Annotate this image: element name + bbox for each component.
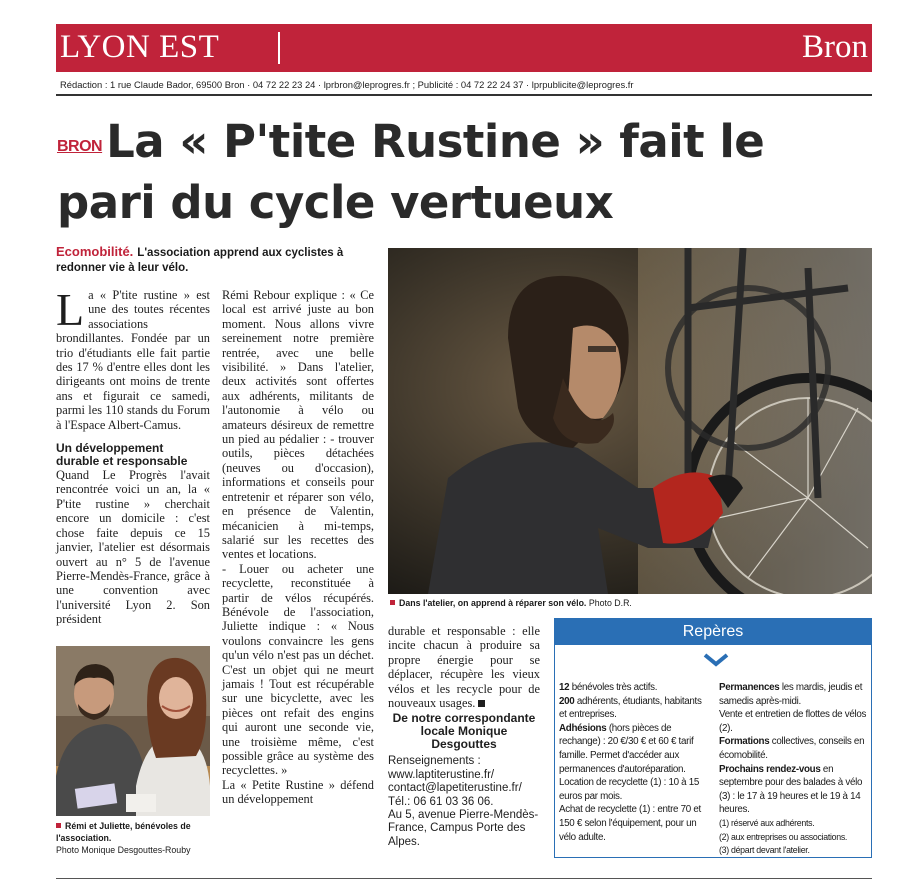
reperes-footnote: (2) aux entreprises ou associations. bbox=[719, 831, 848, 842]
reperes-column-2 bbox=[719, 681, 869, 858]
reperes-item: Adhésions (hors pièces de rechange) : 20 €/30 € et 60 € tarif famille. Permet d'accéder aux permanences d'autoréparation. bbox=[559, 722, 694, 775]
paragraph-2: Quand Le Progrès l'avait rencontrée voici un an, la « P'tite rustine » cherchait encore un domicile : c'est chose faite depuis ce 15 janvier, l'atelier est désormais ouvert au n° 5 de l'avenue Pierre-Mendès-France, grâce à une convention avec l'université Lyon 2. Son président bbox=[56, 468, 210, 627]
reperes-footnote: (3) départ devant l'atelier. bbox=[719, 845, 810, 856]
lede bbox=[56, 244, 376, 276]
reperes-box bbox=[554, 618, 872, 858]
main-photo-caption: Dans l'atelier, on apprend à réparer son vélo. Photo D.R. bbox=[390, 597, 632, 609]
chevron-down-icon bbox=[703, 653, 729, 667]
info-line: Tél.: 06 61 03 36 06. bbox=[388, 795, 494, 808]
reperes-title: Repères bbox=[555, 619, 871, 645]
portrait-photo-caption: Rémi et Juliette, bénévoles de l'association. Photo Monique Desgouttes-Rouby bbox=[56, 821, 191, 855]
paragraph-6: durable et responsable : elle incite chacun à produire sa propre énergie pour se déplacer, récupère les vieux vélos et les recycle pour de nouveaux usages. bbox=[388, 624, 540, 711]
reperes-item: 12 bénévoles très actifs. bbox=[559, 682, 658, 693]
header-rule bbox=[56, 94, 872, 96]
drop-cap: L bbox=[56, 284, 85, 335]
reperes-item: Achat de recyclette (1) : entre 70 et 150 € selon l'équipement, pour un vélo adulte. bbox=[559, 804, 701, 843]
main-photo bbox=[388, 248, 872, 594]
section-banner bbox=[56, 24, 872, 72]
reperes-item: Vente et entretien de flottes de vélos (2). bbox=[719, 709, 867, 734]
end-square-icon bbox=[478, 700, 485, 707]
info-block bbox=[388, 755, 540, 849]
info-line: Au 5, avenue Pierre-Mendès-France, Campus Porte des Alpes. bbox=[388, 809, 539, 848]
reperes-item: Formations collectives, conseils en écomobilité. bbox=[719, 736, 865, 761]
article-column-3 bbox=[388, 624, 540, 849]
headline bbox=[57, 114, 857, 231]
caption-bullet-icon bbox=[390, 600, 395, 605]
paragraph-5: La « Petite Rustine » défend un développement bbox=[222, 777, 374, 807]
article-column-1 bbox=[56, 284, 210, 627]
reperes-item: 200 adhérents, étudiants, habitants et entreprises. bbox=[559, 695, 702, 721]
lede-keyword: Ecomobilité. bbox=[56, 244, 134, 259]
info-line: contact@lapetiterustine.fr/ bbox=[388, 782, 522, 795]
reperes-footnote: (1) réservé aux adhérents. bbox=[719, 817, 815, 828]
author-signature: De notre correspondante locale Monique Desgouttes bbox=[392, 711, 536, 752]
paragraph-4: - Louer ou acheter une recyclette, reconstituée à partir de vélos récupérés. Bénévole de l'association, Juliette indique : « Nous voulons convaincre les gens qu'un vélo n'est pas un déchet. C'est un objet qui ne meurt jamais ! Tout est récupérable sur une bicyclette, avec les pièces ont refait des engins qui auront une seconde vie, une troisième même, c'est possible grâce au système des recyclettes. » bbox=[222, 561, 374, 778]
reperes-item: Prochains rendez-vous en septembre pour des balades à vélo (3) : le 17 à 19 heures et le 19 à 14 heures. bbox=[719, 763, 863, 816]
reperes-column-1 bbox=[559, 681, 709, 844]
headline-title: La « P'tite Rustine » fait le pari du cycle vertueux bbox=[57, 115, 765, 229]
paragraph-3: Rémi Rebour explique : « Ce local est arrivé juste au bon moment. Nous allons vivre sereinement notre première rentrée, avec une belle visibilité. » Dans l'atelier, deux activités sont offertes aux adhérents, militants de l'autonomie à vélo ou amateurs désireux de remettre un pied au pédalier : - trouver outils, pièces détachées (neuves ou d'occasion), informations et conseils pour entretenir et réparer son vélo, en présence de Valentin, mécanicien à mi-temps, salarié sur les recettes des ventes et locations. bbox=[222, 288, 374, 562]
caption-bullet-icon bbox=[56, 823, 61, 828]
subheading: Un développement durable et responsable bbox=[56, 441, 188, 469]
reperes-item: Permanences les mardis, jeudis et samedis après-midi. bbox=[719, 682, 863, 707]
paragraph-1: a « P'tite rustine » est une des toutes récentes associations brondillantes. Fondée par un trio d'étudiants elle fait partie des 17 % d'entre elles dont les dirigeants ont moins de trente ans et figurait ce samedi, parmi les 110 stands du Forum à l'Espace Albert-Camus. bbox=[56, 288, 210, 432]
editorial-contact-line: Rédaction : 1 rue Claude Bador, 69500 Bron · 04 72 22 23 24 · lprbron@leprogres.fr ; Publicité : 04 72 22 24 37 · lprpublicite@leprogres.fr bbox=[60, 79, 634, 90]
article-column-2 bbox=[222, 288, 374, 807]
bottom-rule bbox=[56, 878, 872, 879]
reperes-item: Location de recyclette (1) : 10 à 15 euros par mois. bbox=[559, 777, 700, 802]
lede-text: L'association apprend aux cyclistes à redonner vie à leur vélo. bbox=[56, 247, 344, 274]
banner-divider bbox=[278, 32, 280, 64]
headline-kicker: BRON bbox=[57, 138, 103, 155]
info-line: Renseignements : www.laptiterustine.fr/ bbox=[388, 755, 495, 781]
city-title: Bron bbox=[802, 29, 868, 65]
portrait-photo bbox=[56, 646, 210, 816]
section-title: LYON EST bbox=[60, 29, 220, 65]
